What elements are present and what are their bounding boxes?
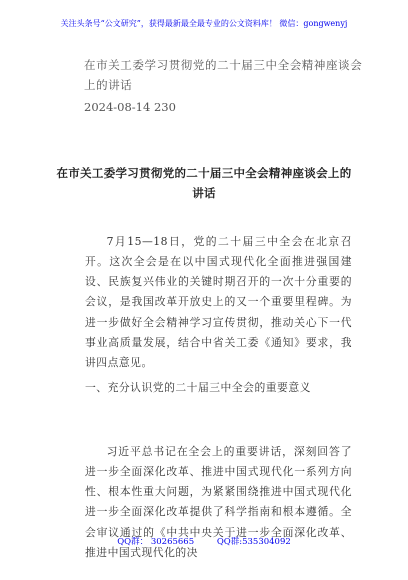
section-heading-1: 一、充分认识党的二十届三中全会的重要意义: [85, 380, 311, 394]
promo-banner[interactable]: 关注头条号“公文研究”，获得最新最全最专业的公文资料库！ 微信：gongwenyj: [60, 19, 348, 28]
paragraph-section-1: 习近平总书记在全会上的重要讲话，深刻回答了进一步全面深化改革、推进中国式现代化一系列方向性、根本性重大问题，为紧紧围绕推进中国式现代化进一步全面深化改革提供了科学指南和根本遵循。全会审议通过的《中共中央关于进一步全面深化改革、推进中国式现代化的决: [85, 444, 352, 559]
footer-qq-group-2[interactable]: QQ群:535304092: [216, 537, 291, 547]
article-meta-title: 在市关工委学习贯彻党的二十届三中全会精神座谈会上的讲话: [84, 58, 363, 92]
article-meta-date: 2024-08-14 230: [84, 100, 176, 114]
footer-qq-group-1[interactable]: QQ群： 30265665: [117, 537, 195, 547]
paragraph-intro: 7月15—18日，党的二十届三中全会在北京召开。这次全会是在以中国式现代化全面推进强国建设、民族复兴伟业的关键时期召开的一次十分重要的会议，是我国改革开放史上的又一个重要里程碑。为进一步做好全会精神学习宣传贯彻，推动关心下一代事业高质量发展，结合中省关工委《通知》要求，我讲四点意见。: [85, 234, 352, 370]
document-title: 在市关工委学习贯彻党的二十届三中全会精神座谈会上的讲话: [56, 166, 352, 200]
footer-contact: [0, 535, 408, 547]
